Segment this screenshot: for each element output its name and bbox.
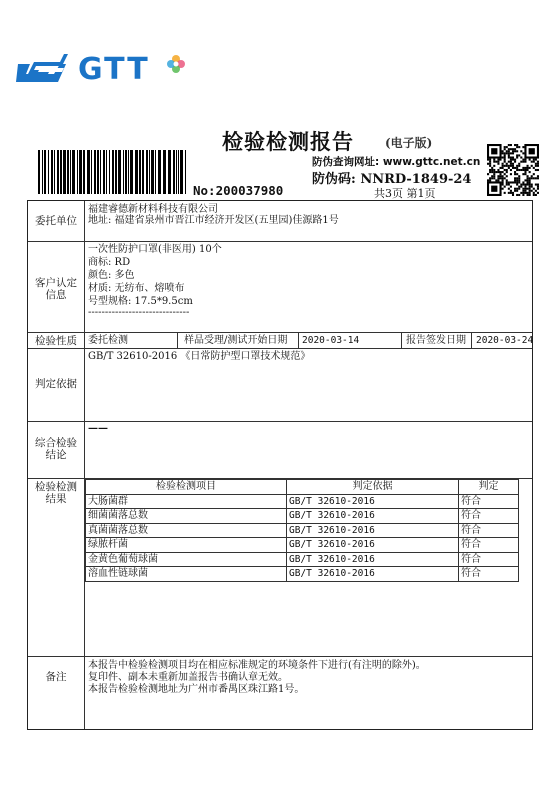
client-info-label (28, 277, 84, 301)
conclusion-label-line2: 结论 (45, 449, 67, 461)
result-basis: GB/T 32610-2016 (287, 495, 459, 509)
sample-name: 一次性防护口罩(非医用) 10个 (88, 244, 222, 255)
result-basis: GB/T 32610-2016 (287, 567, 459, 581)
result-judgment: 符合 (461, 539, 481, 550)
table-row (86, 566, 518, 581)
header-basis: 判定依据 (287, 480, 459, 494)
result-judgment: 符合 (461, 495, 481, 507)
issued-date: 2020-03-24 (476, 335, 534, 346)
sample-color: 颜色: 多色 (88, 270, 135, 281)
conclusion-label (28, 437, 84, 461)
results-label-line1: 检验检测 (35, 481, 77, 493)
report-title: 检验检测报告 (222, 129, 354, 154)
result-judgment: 符合 (461, 524, 481, 536)
header-judgment: 判定 (478, 481, 499, 492)
anti-fake-code: 防伪码: NNRD-1849-24 (312, 172, 472, 187)
gtt-logo-mark-icon (14, 52, 70, 84)
inspection-type-value: 委托检测 (88, 335, 128, 346)
result-basis: GB/T 32610-2016 (287, 509, 459, 523)
table-row (86, 537, 518, 552)
client-info-label-line1: 客户认定 (35, 277, 77, 289)
received-date-label: 样品受理/测试开始日期 (184, 335, 288, 346)
result-item: 真菌菌落总数 (86, 524, 287, 538)
table-row (86, 508, 518, 523)
result-basis: GB/T 32610-2016 (287, 538, 459, 552)
logo-brand-text: GTT (78, 52, 150, 87)
conclusion-label-line1: 综合检验 (35, 437, 77, 449)
table-row (86, 494, 518, 509)
issued-date-label: 报告签发日期 (406, 335, 466, 346)
received-date: 2020-03-14 (302, 335, 360, 346)
result-item: 细菌菌落总数 (86, 509, 287, 523)
client-label: 委托单位 (35, 215, 77, 227)
sample-material: 材质: 无纺布、熔喷布 (88, 283, 185, 294)
result-judgment: 符合 (461, 568, 481, 579)
notes-label: 备注 (45, 671, 67, 683)
result-item: 绿脓杆菌 (86, 538, 287, 552)
result-basis: GB/T 32610-2016 (287, 553, 459, 567)
result-item: 溶血性链球菌 (86, 567, 287, 581)
results-header-row (86, 480, 518, 494)
results-label-line2: 结果 (45, 493, 67, 505)
result-judgment: 符合 (461, 510, 481, 521)
result-item: 金黄色葡萄球菌 (86, 553, 287, 567)
report-table (27, 200, 533, 730)
table-row (86, 552, 518, 567)
qr-code-icon (487, 144, 539, 196)
sample-brand: 商标: RD (88, 257, 131, 268)
conclusion-value: —— (88, 423, 108, 434)
note-line-1: 本报告中检验检测项目均在相应标准规定的环境条件下进行(有注明的除外)。 (88, 660, 426, 671)
sample-divider: ------------------------------ (88, 307, 190, 318)
sample-size: 号型规格: 17.5*9.5cm (88, 296, 193, 307)
header-item: 检验检测项目 (86, 480, 287, 494)
table-row (86, 523, 518, 538)
result-judgment: 符合 (461, 553, 481, 565)
result-basis: GB/T 32610-2016 (287, 524, 459, 538)
result-item: 大肠菌群 (86, 495, 287, 509)
serial-number: No:200037980 (193, 183, 284, 198)
results-table (85, 479, 519, 582)
barcode-icon (38, 150, 190, 194)
results-label (28, 481, 84, 505)
basis-label: 判定依据 (35, 378, 77, 390)
client-company: 福建睿德新材料科技有限公司 (88, 204, 218, 215)
query-site: 防伪查询网址: www.gttc.net.cn (312, 156, 481, 168)
page-count: 共3页 第1页 (374, 187, 436, 200)
note-line-2: 复印件、副本未重新加盖报告书确认章无效。 (88, 672, 288, 683)
edition-label: (电子版) (385, 136, 433, 150)
flower-icon (166, 54, 186, 74)
basis-value: GB/T 32610-2016 《日常防护型口罩技术规范》 (88, 351, 311, 362)
note-line-3: 本报告检验检测地址为广州市番禺区珠江路1号。 (88, 684, 305, 695)
client-address: 地址: 福建省泉州市晋江市经济开发区(五里园)佳源路1号 (88, 215, 339, 226)
client-info-label-line2: 信息 (45, 289, 67, 301)
inspection-type-label: 检验性质 (35, 335, 77, 347)
